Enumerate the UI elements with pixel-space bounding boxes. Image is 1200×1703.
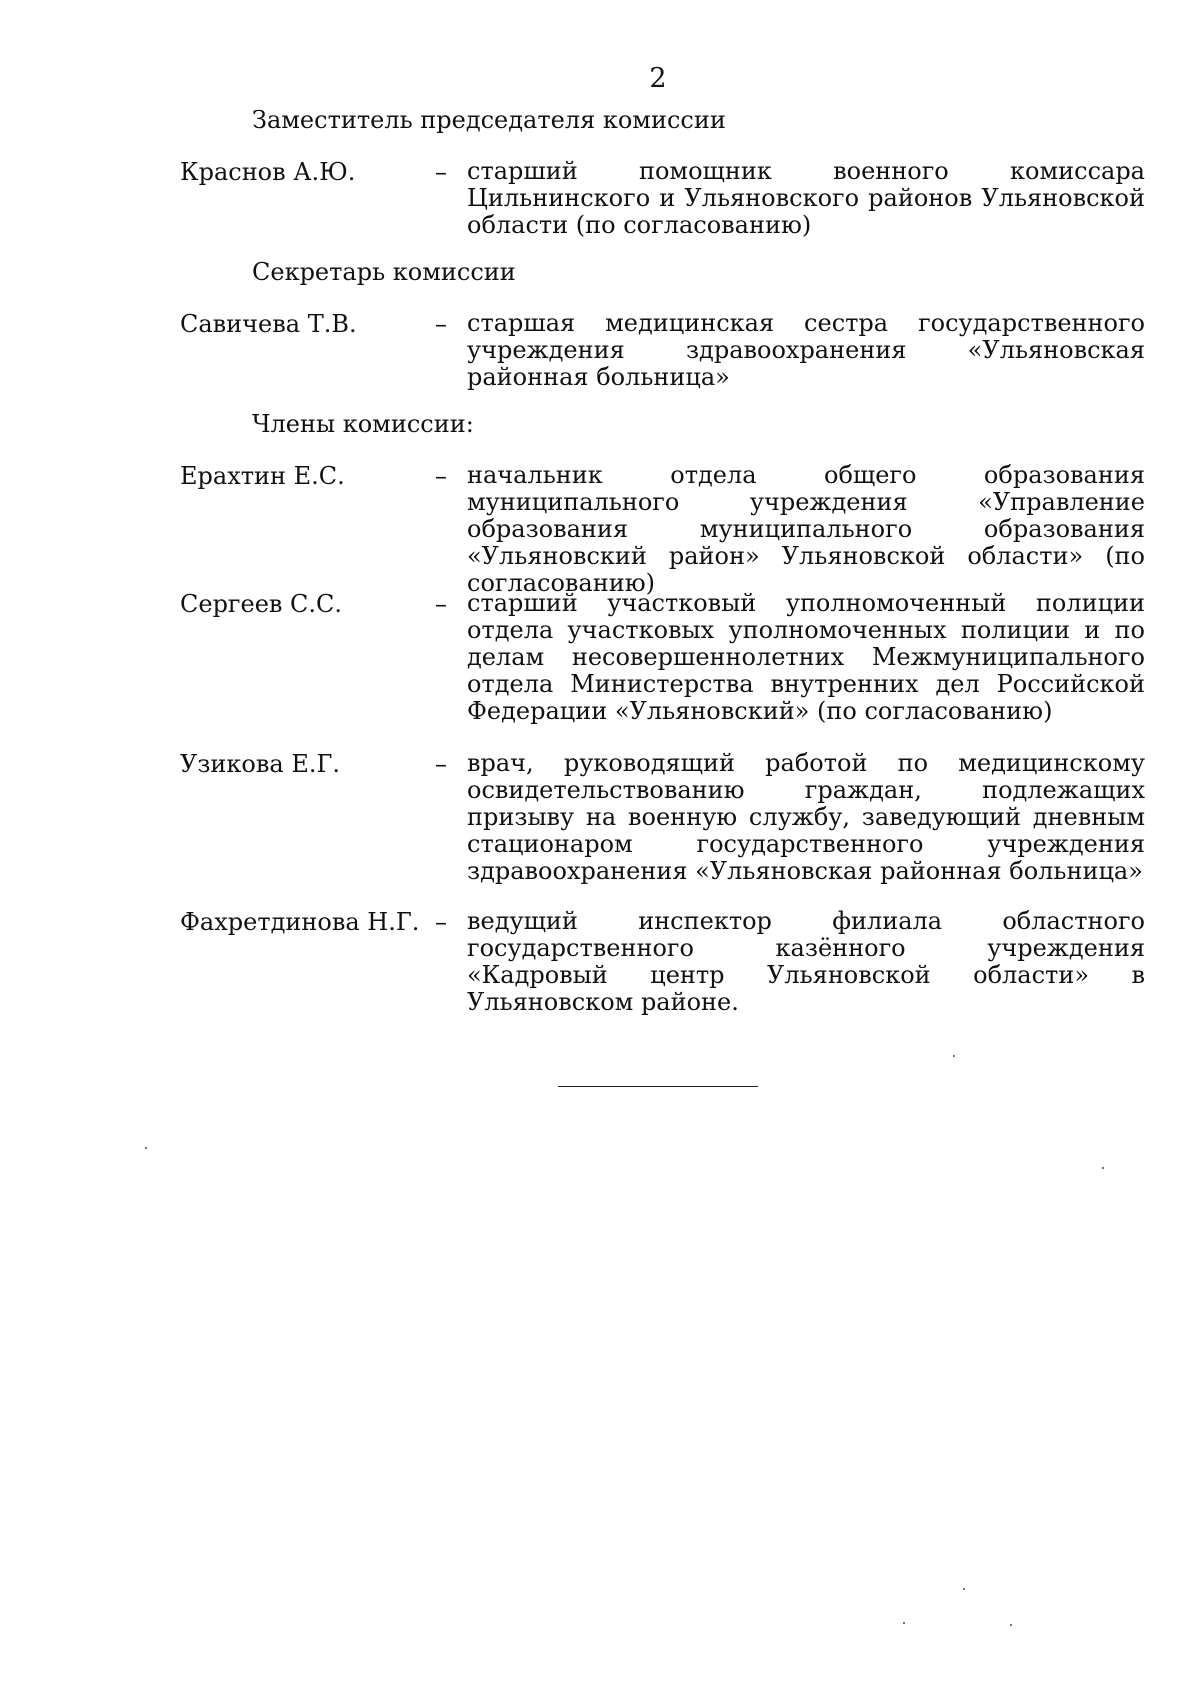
member-dash: – — [435, 158, 447, 186]
scan-speck — [903, 1622, 905, 1624]
section-heading-secretary: Секретарь комиссии — [252, 258, 516, 286]
scan-speck — [953, 1055, 955, 1057]
member-dash: – — [435, 750, 447, 778]
member-description: старшая медицинская сестра государственного учреждения здравоохранения «Ульяновская районная больница» — [467, 309, 1145, 391]
member-description: начальник отдела общего образования муниципального учреждения «Управление образования муниципального образования «Ульяновский район» Ульяновской области» (по согласованию) — [467, 461, 1145, 597]
member-dash: – — [435, 462, 447, 490]
page-number: 2 — [649, 63, 667, 94]
end-divider-line — [558, 1086, 758, 1087]
member-description: старший участковый уполномоченный полиции отдела участковых уполномоченных полиции и по делам несовершеннолетних Межмуниципального отдела Министерства внутренних дел Российской Федерации «Ульяновский» (по согласованию) — [467, 589, 1145, 725]
scan-speck — [1102, 1167, 1104, 1169]
member-name: Краснов А.Ю. — [180, 158, 356, 186]
scan-speck — [963, 1588, 965, 1590]
member-description: ведущий инспектор филиала областного государственного казённого учреждения «Кадровый центр Ульяновской области» в Ульяновском районе. — [467, 907, 1145, 1016]
member-name: Узикова Е.Г. — [180, 750, 340, 778]
member-dash: – — [435, 310, 447, 338]
member-name: Фахретдинова Н.Г. — [180, 908, 420, 936]
member-dash: – — [435, 908, 447, 936]
section-heading-deputy: Заместитель председателя комиссии — [252, 106, 726, 134]
member-name: Савичева Т.В. — [180, 310, 357, 338]
member-dash: – — [435, 590, 447, 618]
section-heading-members: Члены комиссии: — [252, 410, 474, 438]
member-description: врач, руководящий работой по медицинскому освидетельствованию граждан, подлежащих призыву на военную службу, заведующий дневным стационаром государственного учреждения здравоохранения «Ульяновская районная больница» — [467, 749, 1145, 885]
scan-speck — [145, 1147, 147, 1149]
member-name: Ерахтин Е.С. — [180, 462, 345, 490]
member-description: старший помощник военного комиссара Цильнинского и Ульяновского районов Ульяновской области (по согласованию) — [467, 157, 1145, 239]
scan-speck — [1010, 1624, 1012, 1626]
member-name: Сергеев С.С. — [180, 590, 343, 618]
